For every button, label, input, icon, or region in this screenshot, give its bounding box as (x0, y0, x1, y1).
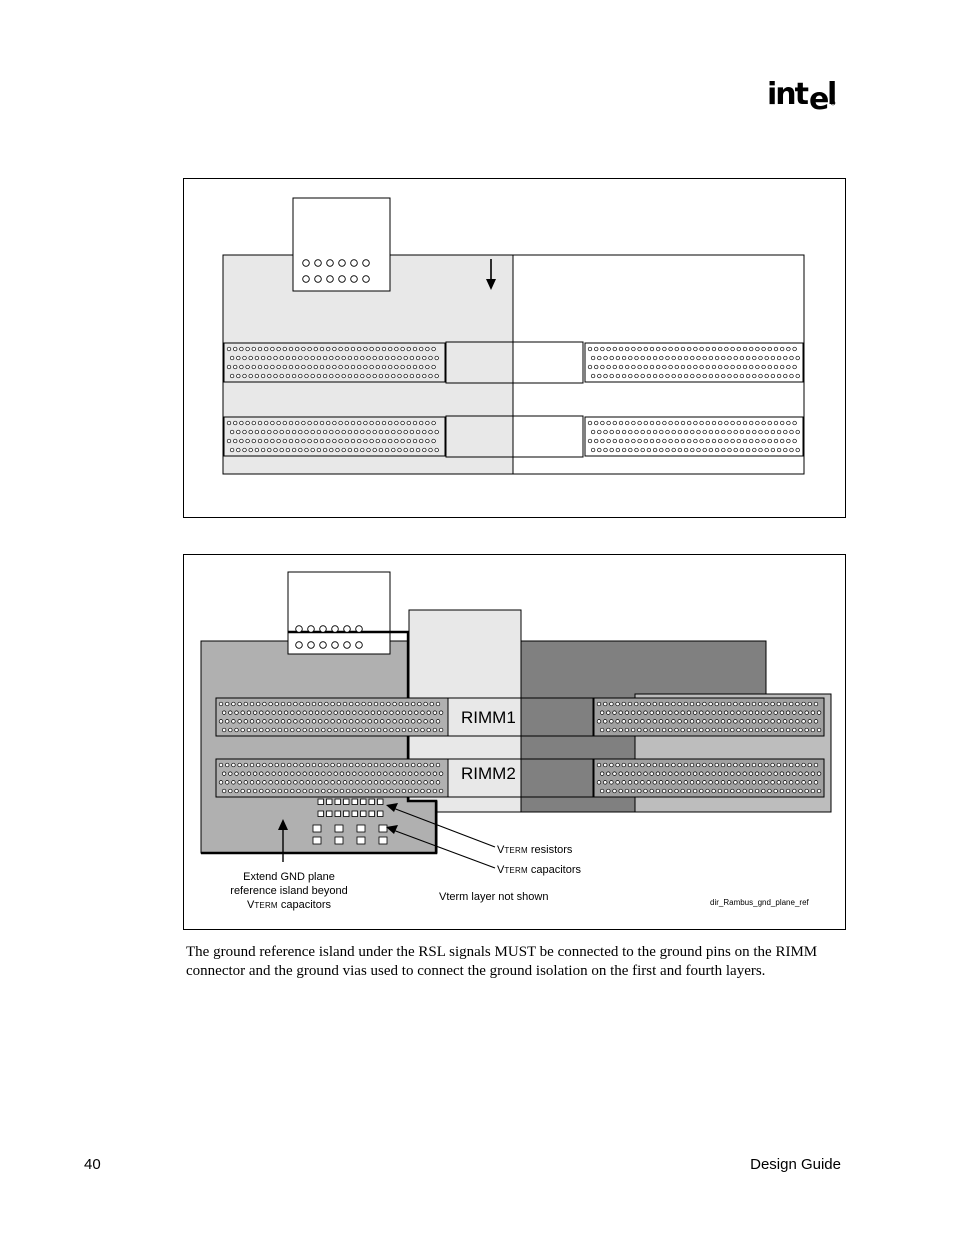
vterm-resistor (352, 811, 358, 817)
rimm2-left-connector (216, 759, 448, 797)
page-number: 40 (84, 1156, 101, 1173)
package-pin (320, 626, 327, 633)
package-pin (363, 276, 370, 283)
rimm1-right-connector (594, 698, 824, 736)
package-pin (332, 642, 339, 649)
package-pin (356, 642, 363, 649)
vterm-resistor (361, 811, 367, 817)
rimm1-left-connector (224, 343, 445, 382)
vterm-resistor (344, 799, 350, 805)
package-pin (332, 626, 339, 633)
package-pin (363, 260, 370, 267)
vterm-resistor (335, 811, 341, 817)
package-pin (339, 276, 346, 283)
vterm-resistor (352, 799, 358, 805)
vterm-resistor (378, 799, 384, 805)
vterm-capacitor (313, 825, 321, 832)
package-pin (308, 626, 315, 633)
rimm1-right-connector (585, 343, 803, 382)
package-pin (351, 276, 358, 283)
vterm-capacitor (335, 837, 343, 844)
vterm-resistor (369, 811, 375, 817)
vterm-capacitor (357, 837, 365, 844)
package-pin (303, 276, 310, 283)
termination-package (288, 572, 390, 654)
package-pin (296, 626, 303, 633)
vterm-resistor (318, 811, 324, 817)
vterm-resistor (361, 799, 367, 805)
vterm-capacitors-label: VTERM capacitors (497, 864, 582, 876)
rimm1-label: RIMM1 (461, 708, 516, 727)
rimm2-left-connector (224, 417, 445, 456)
vterm-resistor (335, 799, 341, 805)
vterm-layer-note: Vterm layer not shown (439, 891, 549, 903)
svg-text:int: int (767, 77, 807, 112)
vterm-capacitor (357, 825, 365, 832)
package-pin (344, 626, 351, 633)
vterm-resistor (369, 799, 375, 805)
figure-bottom (183, 554, 846, 930)
package-pin (344, 642, 351, 649)
svg-text:l: l (827, 77, 837, 112)
package-pin (315, 276, 322, 283)
gnd-island (201, 641, 437, 853)
package-pin (356, 626, 363, 633)
doc-title: Design Guide (750, 1156, 841, 1173)
vterm-capacitor (335, 825, 343, 832)
vterm-capacitor (313, 837, 321, 844)
rimm2-label: RIMM2 (461, 764, 516, 783)
package-pin (339, 260, 346, 267)
package-pin (296, 642, 303, 649)
vterm-resistor (378, 811, 384, 817)
svg-text:e: e (809, 82, 830, 116)
figure-top (183, 178, 846, 518)
extend-gnd-label: Extend GND plane reference island beyond VTERM capacitors (230, 871, 348, 911)
package-pin (303, 260, 310, 267)
vterm-resistor (318, 799, 324, 805)
vterm-capacitor (379, 837, 387, 844)
figure-id: dir_Rambus_gnd_plane_ref (710, 898, 809, 907)
package-pin (320, 642, 327, 649)
body-paragraph: The ground reference island under the RSL signals MUST be connected to the ground pins on the RIMM connector and the ground vias used to connect the ground isolation on the first and fourth layers. (186, 944, 818, 979)
vterm-resistor (344, 811, 350, 817)
rimm1-left-connector (216, 698, 448, 736)
package-pin (308, 642, 315, 649)
vterm-resistor (327, 799, 333, 805)
rimm2-right-connector (585, 417, 803, 456)
rimm2-right-connector (594, 759, 824, 797)
vterm-resistors-label: VTERM resistors (497, 844, 573, 856)
intel-logo (765, 76, 837, 116)
package-pin (327, 260, 334, 267)
package-pin (315, 260, 322, 267)
vterm-resistor (327, 811, 333, 817)
package-pin (351, 260, 358, 267)
package-pin (327, 276, 334, 283)
vterm-capacitor (379, 825, 387, 832)
